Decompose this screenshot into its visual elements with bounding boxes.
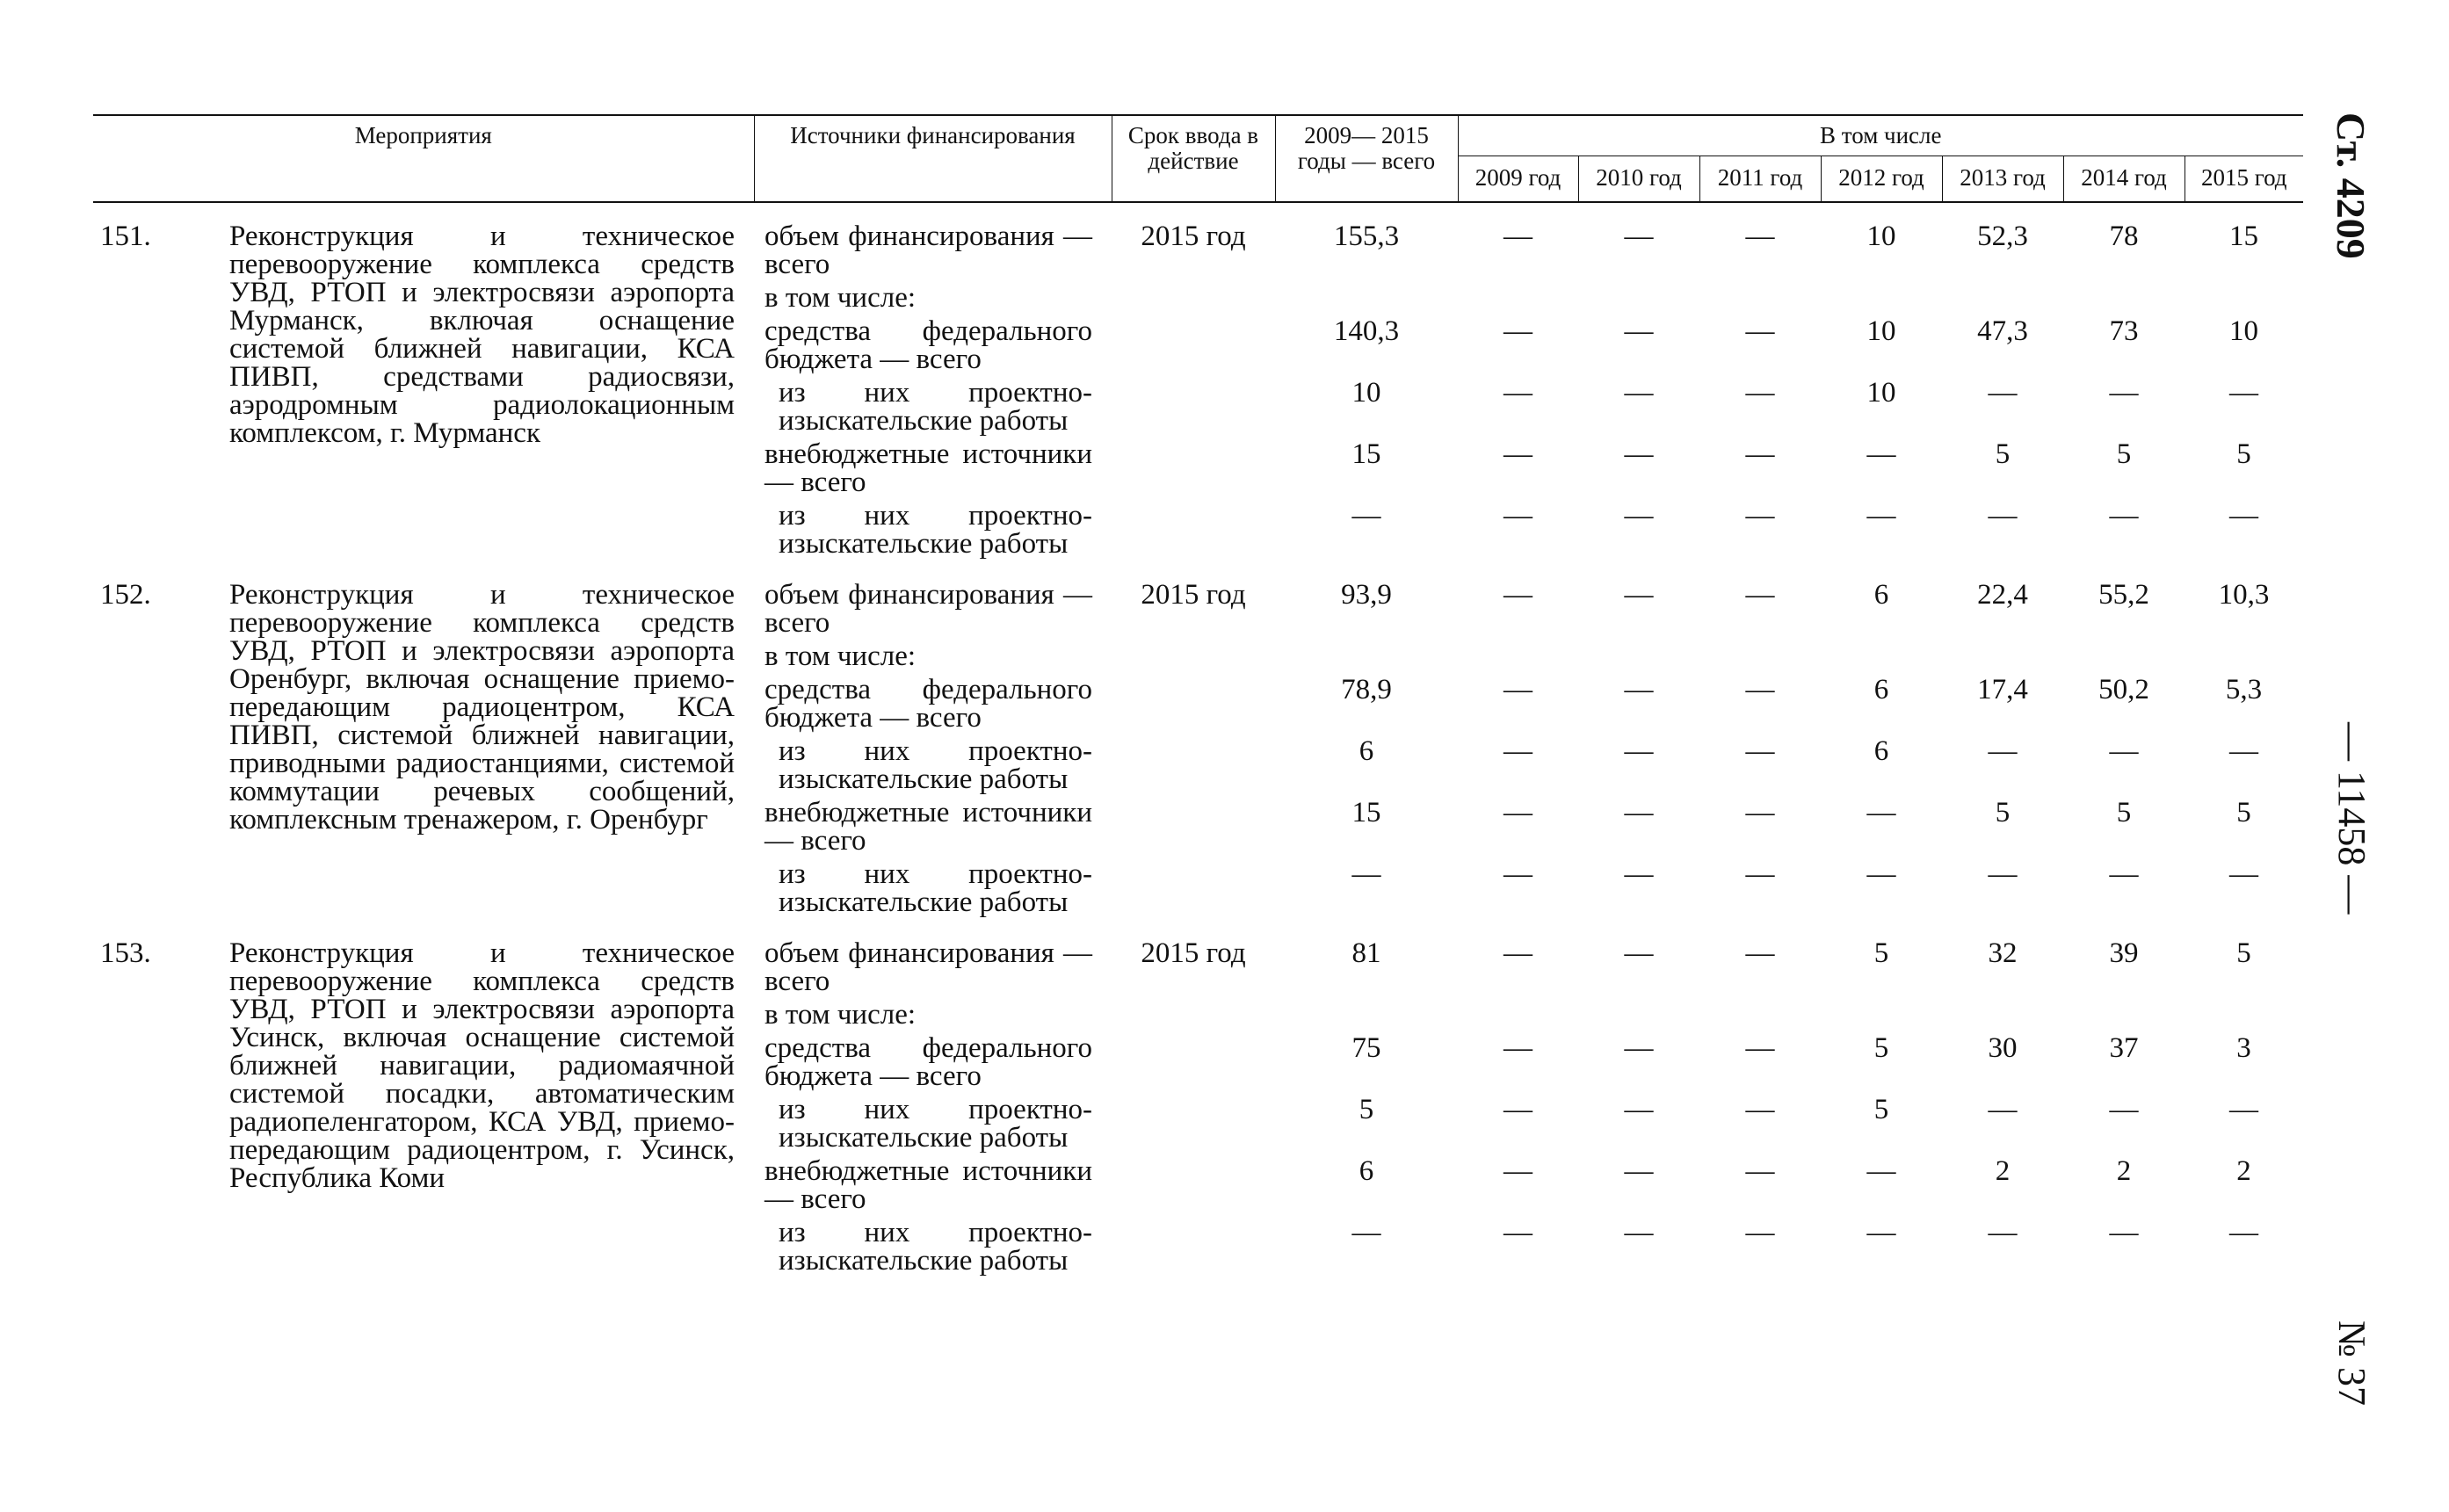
measure-description-text: Реконструкция и техническое перевооружение комплекса средств УВД, РТОП и электросвязи аэропорта Оренбург, включая оснащение приемо-передающим радиоцентром, КСА ПИВП, системой ближней навигации, приводными радиостанциями, системой коммутации речевых сообщений, комплексным тренажером, г. Оренбург [229,579,735,836]
year-value-cell [1699,1001,1821,1034]
year-value-cell [1821,284,1942,317]
header-year: 2012 год [1821,156,1942,203]
header-year: 2011 год [1699,156,1821,203]
year-value-cell: — [1503,377,1532,409]
funding-source-label: средства федерального бюджета — всего [764,674,1092,734]
year-value-cell: 10 [1866,221,1896,252]
year-value-cell: — [1624,315,1654,347]
funding-source-label: в том числе: [764,282,917,314]
funding-source [754,379,1112,440]
header-sources: Источники финансирования [754,115,1112,202]
year-value-cell [1942,1001,2063,1034]
year-value-cell: — [2229,1094,2258,1125]
year-value-cell [1578,642,1699,676]
year-value-cell: — [1745,579,1775,611]
year-value-cell: — [1624,1155,1654,1187]
year-value-cell: 55,2 [2098,579,2149,611]
year-value-cell: 5 [1873,1094,1889,1125]
total-cell: 6 [1359,1155,1374,1187]
term-cell [1112,284,1275,317]
year-value-cell: 2 [2236,1155,2251,1187]
year-value-cell [1699,642,1821,676]
year-value-cell: — [1988,858,2018,890]
funding-source [754,676,1112,737]
term-cell: 2015 год [1141,937,1246,969]
year-value-cell: — [1503,858,1532,890]
year-value-cell: — [1745,221,1775,252]
funding-source [754,737,1112,799]
year-value-cell: — [2109,377,2139,409]
term-cell [1112,737,1275,799]
year-value-cell: 52,3 [1977,221,2028,252]
year-value-cell [2063,642,2185,676]
term-cell [1112,317,1275,379]
term-cell: 2015 год [1141,221,1246,252]
year-value-cell: — [1745,1032,1775,1064]
funding-source [754,922,1112,1001]
table-row [93,563,2303,642]
year-value-cell: — [1624,797,1654,828]
funding-source-label: объем финансирования — всего [764,579,1092,639]
term-cell [1112,440,1275,502]
term-cell [1112,860,1275,922]
total-cell: 93,9 [1341,579,1392,611]
total-cell: 6 [1359,735,1374,767]
year-value-cell: 5 [1995,438,2011,470]
year-value-cell: — [1745,1155,1775,1187]
year-value-cell: 30 [1988,1032,2018,1064]
table-header [93,115,2303,202]
funding-source [754,799,1112,860]
year-value-cell: — [1745,1217,1775,1248]
funding-source [754,1096,1112,1157]
term-cell [1112,1096,1275,1157]
header-measures: Мероприятия [93,115,754,202]
year-value-cell: — [1988,377,2018,409]
year-value-cell: 5 [2116,797,2132,828]
year-value-cell: — [1624,377,1654,409]
total-cell [1275,284,1458,317]
year-value-cell: — [1988,1094,2018,1125]
funding-source-label: объем финансирования — всего [764,221,1092,280]
funding-source-label: внебюджетные источники — всего [764,438,1092,498]
year-value-cell [1699,284,1821,317]
term-cell [1112,1001,1275,1034]
year-value-cell: — [1624,735,1654,767]
document-page [93,114,2303,1280]
year-value-cell: — [2229,1217,2258,1248]
term-cell [1112,676,1275,737]
year-value-cell: 5 [1873,937,1889,969]
year-value-cell: — [2229,377,2258,409]
total-cell: 5 [1359,1094,1374,1125]
year-value-cell: — [1745,674,1775,705]
term-cell [1112,1219,1275,1280]
year-value-cell [2063,284,2185,317]
year-value-cell: — [1503,1155,1532,1187]
year-value-cell [1942,284,2063,317]
year-value-cell: — [2109,500,2139,532]
header-term: Срок ввода в действие [1112,115,1275,202]
year-value-cell: — [1503,1217,1532,1248]
year-value-cell: 10 [1866,377,1896,409]
funding-source-label: из них проектно-изыскательские работы [779,500,1092,560]
measure-description [229,922,754,1280]
measure-description [229,202,754,563]
year-value-cell: 78 [2109,221,2139,252]
year-value-cell: — [1745,937,1775,969]
funding-source [754,1034,1112,1096]
year-value-cell: — [2109,1094,2139,1125]
measure-number: 153. [100,937,151,969]
year-value-cell: — [1624,1032,1654,1064]
header-including: В том числе [1458,115,2303,156]
measure-number: 151. [100,221,151,252]
year-value-cell: 10,3 [2218,579,2270,611]
year-value-cell: 39 [2109,937,2139,969]
margin-issue-number: № 37 [2330,1320,2373,1406]
year-value-cell: 15 [2229,221,2258,252]
funding-source-label: из них проектно-изыскательские работы [779,735,1092,795]
year-value-cell: — [1866,858,1896,890]
year-value-cell: — [1745,735,1775,767]
total-cell: — [1351,500,1381,532]
year-value-cell [1458,1001,1578,1034]
year-value-cell: — [2229,735,2258,767]
funding-source [754,284,1112,317]
year-value-cell: — [1624,500,1654,532]
year-value-cell: — [1988,1217,2018,1248]
total-cell: 81 [1351,937,1381,969]
margin-article-number: Ст. 4209 [2329,112,2373,259]
year-value-cell: — [1624,438,1654,470]
year-value-cell: — [2229,500,2258,532]
funding-source-label: внебюджетные источники — всего [764,797,1092,857]
funding-source-label: из них проектно-изыскательские работы [779,1094,1092,1154]
funding-source-label: средства федерального бюджета — всего [764,1032,1092,1092]
header-year: 2015 год [2185,156,2303,203]
funding-source [754,860,1112,922]
year-value-cell: — [1988,500,2018,532]
funding-source [754,202,1112,284]
measure-description-text: Реконструкция и техническое перевооружение комплекса средств УВД, РТОП и электросвязи аэропорта Мурманск, включая оснащение системой ближней навигации, КСА ПИВП, средствами радиосвязи, аэродромным радиолокационным комплексом, г. Мурманск [229,221,735,449]
year-value-cell: 5 [1873,1032,1889,1064]
funding-source-label: из них проектно-изыскательские работы [779,377,1092,437]
term-cell [1112,1034,1275,1096]
year-value-cell [1458,642,1578,676]
year-value-cell: — [1503,674,1532,705]
year-value-cell: — [1503,1094,1532,1125]
year-value-cell: 47,3 [1977,315,2028,347]
funding-source [754,440,1112,502]
year-value-cell: 2 [2116,1155,2132,1187]
year-value-cell [1578,1001,1699,1034]
funding-source [754,317,1112,379]
funding-source-label: объем финансирования — всего [764,937,1092,997]
funding-source [754,1001,1112,1034]
year-value-cell: — [1745,797,1775,828]
total-cell: 140,3 [1333,315,1400,347]
total-cell [1275,1001,1458,1034]
year-value-cell: — [2109,858,2139,890]
year-value-cell: 6 [1873,579,1889,611]
table-body [93,202,2303,1280]
total-cell: 15 [1351,797,1381,828]
total-cell [1275,642,1458,676]
header-year: 2009 год [1458,156,1578,203]
year-value-cell: — [1503,797,1532,828]
year-value-cell: 6 [1873,735,1889,767]
year-value-cell: — [2109,1217,2139,1248]
financing-table [93,114,2303,1280]
year-value-cell: — [1866,1217,1896,1248]
year-value-cell: — [1503,937,1532,969]
year-value-cell: — [1866,797,1896,828]
total-cell: 75 [1351,1032,1381,1064]
year-value-cell: 37 [2109,1032,2139,1064]
year-value-cell: — [1624,579,1654,611]
year-value-cell: — [1624,858,1654,890]
funding-source-label: из них проектно-изыскательские работы [779,1217,1092,1277]
funding-source [754,563,1112,642]
funding-source-label: из них проектно-изыскательские работы [779,858,1092,918]
year-value-cell: — [1745,1094,1775,1125]
year-value-cell: 5 [2236,438,2251,470]
year-value-cell: 3 [2236,1032,2251,1064]
year-value-cell: 32 [1988,937,2018,969]
year-value-cell: 5 [2116,438,2132,470]
funding-source-label: в том числе: [764,640,917,672]
header-year: 2014 год [2063,156,2185,203]
table-row [93,202,2303,284]
term-cell [1112,799,1275,860]
year-value-cell: 22,4 [1977,579,2028,611]
year-value-cell: — [1988,735,2018,767]
margin-page-number: — 11458 — [2330,722,2373,915]
year-value-cell: — [2229,858,2258,890]
year-value-cell [2185,1001,2303,1034]
table-row [93,922,2303,1001]
funding-source [754,642,1112,676]
year-value-cell: — [1745,500,1775,532]
year-value-cell [2185,284,2303,317]
year-value-cell: 2 [1995,1155,2011,1187]
year-value-cell [1458,284,1578,317]
year-value-cell: — [1745,858,1775,890]
year-value-cell: — [1745,377,1775,409]
total-cell: 15 [1351,438,1381,470]
year-value-cell: — [1503,438,1532,470]
year-value-cell: — [1866,1155,1896,1187]
year-value-cell: 50,2 [2098,674,2149,705]
year-value-cell: 5 [1995,797,2011,828]
year-value-cell: — [1745,438,1775,470]
term-cell [1112,1157,1275,1219]
year-value-cell: — [1503,1032,1532,1064]
year-value-cell [2185,642,2303,676]
funding-source [754,1157,1112,1219]
header-year: 2013 год [1942,156,2063,203]
year-value-cell: — [1503,315,1532,347]
header-total: 2009— 2015 годы — всего [1275,115,1458,202]
year-value-cell: 6 [1873,674,1889,705]
year-value-cell: — [1503,500,1532,532]
year-value-cell: 73 [2109,315,2139,347]
term-cell: 2015 год [1141,579,1246,611]
total-cell: 78,9 [1341,674,1392,705]
funding-source [754,502,1112,563]
funding-source-label: внебюджетные источники — всего [764,1155,1092,1215]
year-value-cell: — [1624,674,1654,705]
total-cell: 155,3 [1333,221,1400,252]
measure-description [229,563,754,922]
year-value-cell: 5 [2236,797,2251,828]
term-cell [1112,379,1275,440]
year-value-cell: — [2109,735,2139,767]
year-value-cell: — [1745,315,1775,347]
measure-description-text: Реконструкция и техническое перевооружение комплекса средств УВД, РТОП и электросвязи аэропорта Усинск, включая оснащение системой ближней навигации, радиомаячной системой посадки, автоматическим радиопеленгатором, КСА УВД, приемо-передающим радиоцентром, г. Усинск, Республика Коми [229,937,735,1194]
year-value-cell [1821,642,1942,676]
year-value-cell: — [1503,735,1532,767]
year-value-cell: 5 [2236,937,2251,969]
year-value-cell [1942,642,2063,676]
year-value-cell: 17,4 [1977,674,2028,705]
year-value-cell: — [1503,221,1532,252]
year-value-cell: — [1866,500,1896,532]
year-value-cell: — [1624,1094,1654,1125]
year-value-cell: — [1866,438,1896,470]
total-cell: — [1351,858,1381,890]
funding-source-label: в том числе: [764,999,917,1031]
year-value-cell: — [1624,221,1654,252]
year-value-cell: — [1624,937,1654,969]
year-value-cell [1578,284,1699,317]
measure-number: 152. [100,579,151,611]
total-cell: 10 [1351,377,1381,409]
total-cell: — [1351,1217,1381,1248]
funding-source-label: средства федерального бюджета — всего [764,315,1092,375]
year-value-cell [1821,1001,1942,1034]
year-value-cell [2063,1001,2185,1034]
term-cell [1112,502,1275,563]
year-value-cell: — [1624,1217,1654,1248]
year-value-cell: 5,3 [2225,674,2263,705]
header-year: 2010 год [1578,156,1699,203]
funding-source [754,1219,1112,1280]
term-cell [1112,642,1275,676]
year-value-cell: 10 [1866,315,1896,347]
year-value-cell: — [1503,579,1532,611]
year-value-cell: 10 [2229,315,2258,347]
